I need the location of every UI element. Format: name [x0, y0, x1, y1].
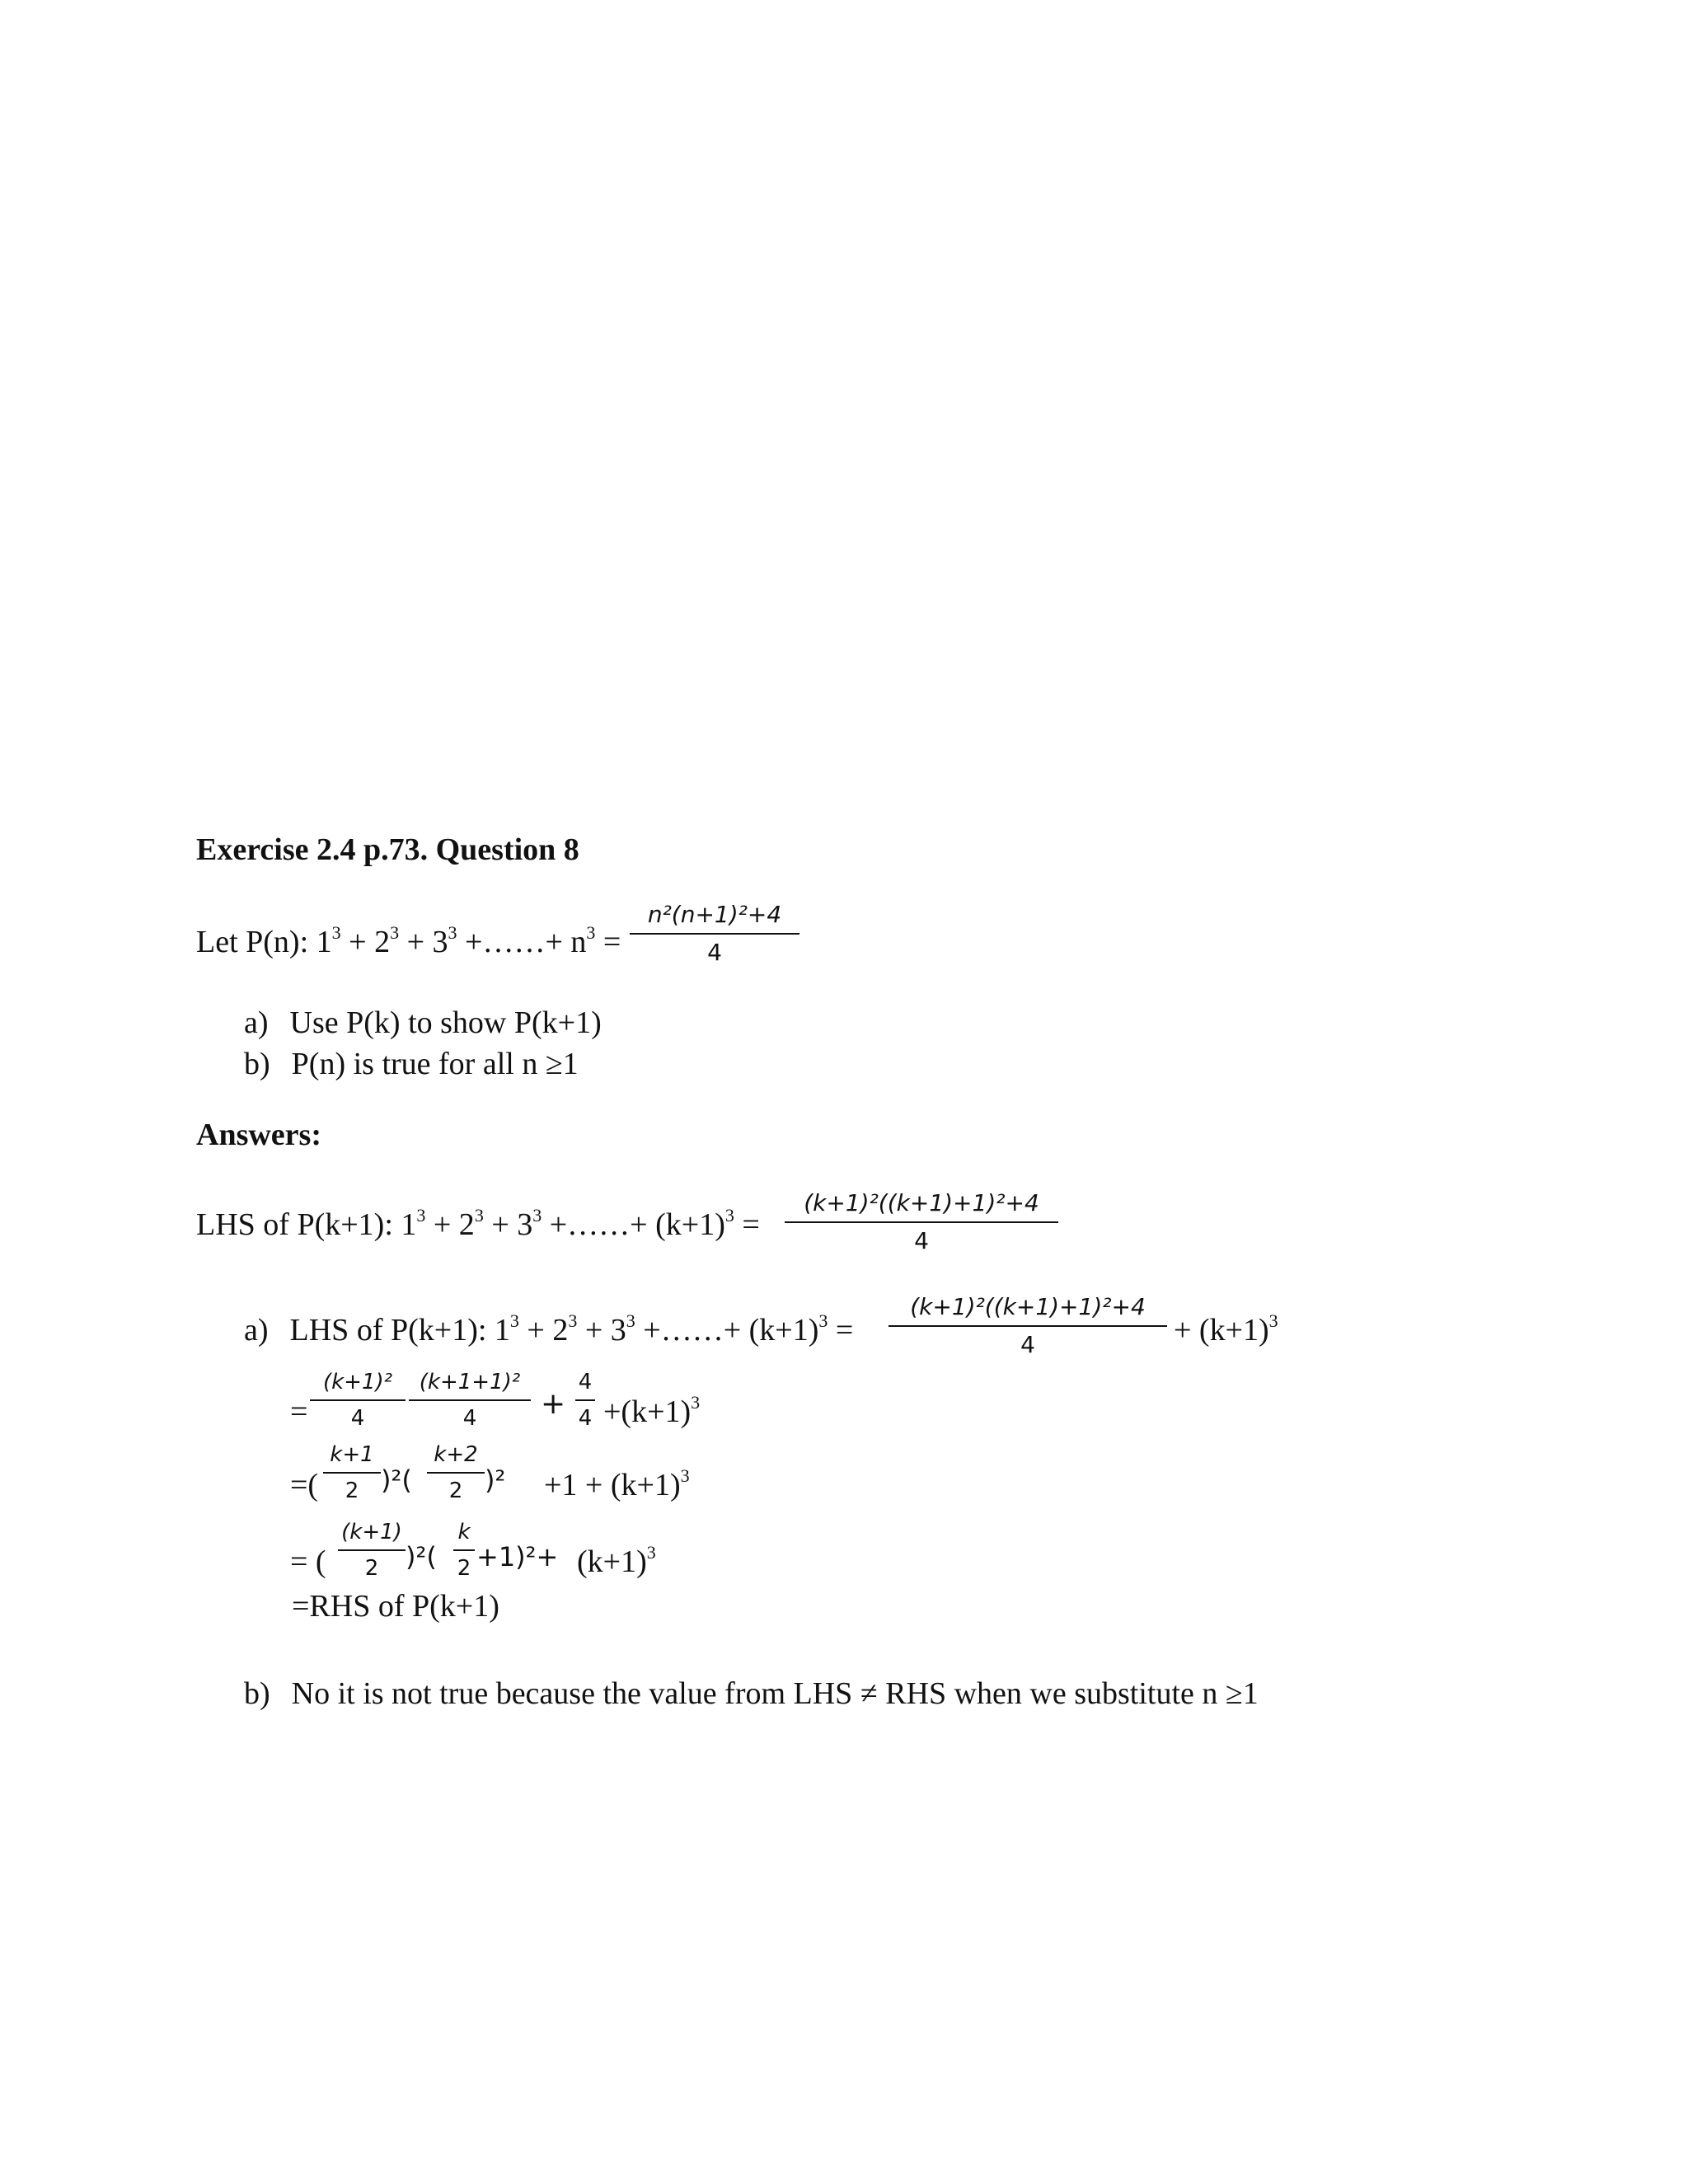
step2-end: )²	[485, 1465, 506, 1496]
step3-end: +1)²+	[476, 1541, 559, 1572]
step3-fraction-2: k 2	[453, 1521, 475, 1579]
step2-fraction-2: k+2 2	[427, 1444, 485, 1502]
step2-eq: =(	[290, 1468, 319, 1502]
step1-fraction-2: (k+1+1)² 4	[409, 1371, 531, 1429]
step3-tail: $(k+1)^3$	[577, 1542, 656, 1579]
exercise-heading: Exercise 2.4 p.73. Question 8	[196, 832, 579, 867]
task-a: a) Use P(k) to show P(k+1)	[244, 1005, 602, 1040]
statement-fraction: n²(n+1)²+4 4	[630, 903, 799, 964]
step3-fraction-1: (k+1) 2	[338, 1521, 406, 1579]
step2-mid: )²(	[381, 1465, 412, 1496]
lhs-fraction: (k+1)²((k+1)+1)²+4 4	[785, 1192, 1058, 1253]
step1-tail: $+(k+1)^3$	[603, 1392, 701, 1429]
answer-a-line: a) LHS of P(k+1): $1^3 + 2^3 + 3^3$ +……+ $(k+1)^3$ =	[244, 1310, 854, 1347]
step1-plus: +	[541, 1387, 566, 1421]
step3-mid: )²(	[406, 1541, 437, 1572]
step3-eq: = (	[290, 1544, 326, 1579]
step1-eq: =	[290, 1394, 308, 1429]
answer-a-fraction: (k+1)²((k+1)+1)²+4 4	[889, 1296, 1167, 1357]
conclusion-line: =RHS of P(k+1)	[292, 1589, 499, 1624]
lhs-line: LHS of P(k+1): $1^3 + 2^3 + 3^3$ +……+ $(k+1)^3$ =	[196, 1205, 760, 1242]
step2-tail: $+1 + (k+1)^3$	[544, 1465, 690, 1502]
answer-a-tail: + $(k+1)^3$	[1174, 1310, 1278, 1347]
step1-fraction-3: 4 4	[575, 1371, 595, 1429]
task-b: b) P(n) is true for all n ≥1	[244, 1047, 579, 1081]
step1-fraction-1: (k+1)² 4	[310, 1371, 406, 1429]
statement-line: Let P(n): $1^3 + 2^3 + 3^3$ +……+ $n^3$ =	[196, 922, 621, 959]
step2-fraction-1: k+1 2	[323, 1444, 381, 1502]
answer-b-line: b) No it is not true because the value from LHS ≠ RHS when we substitute n ≥1	[244, 1676, 1259, 1711]
answers-heading: Answers:	[196, 1118, 321, 1152]
